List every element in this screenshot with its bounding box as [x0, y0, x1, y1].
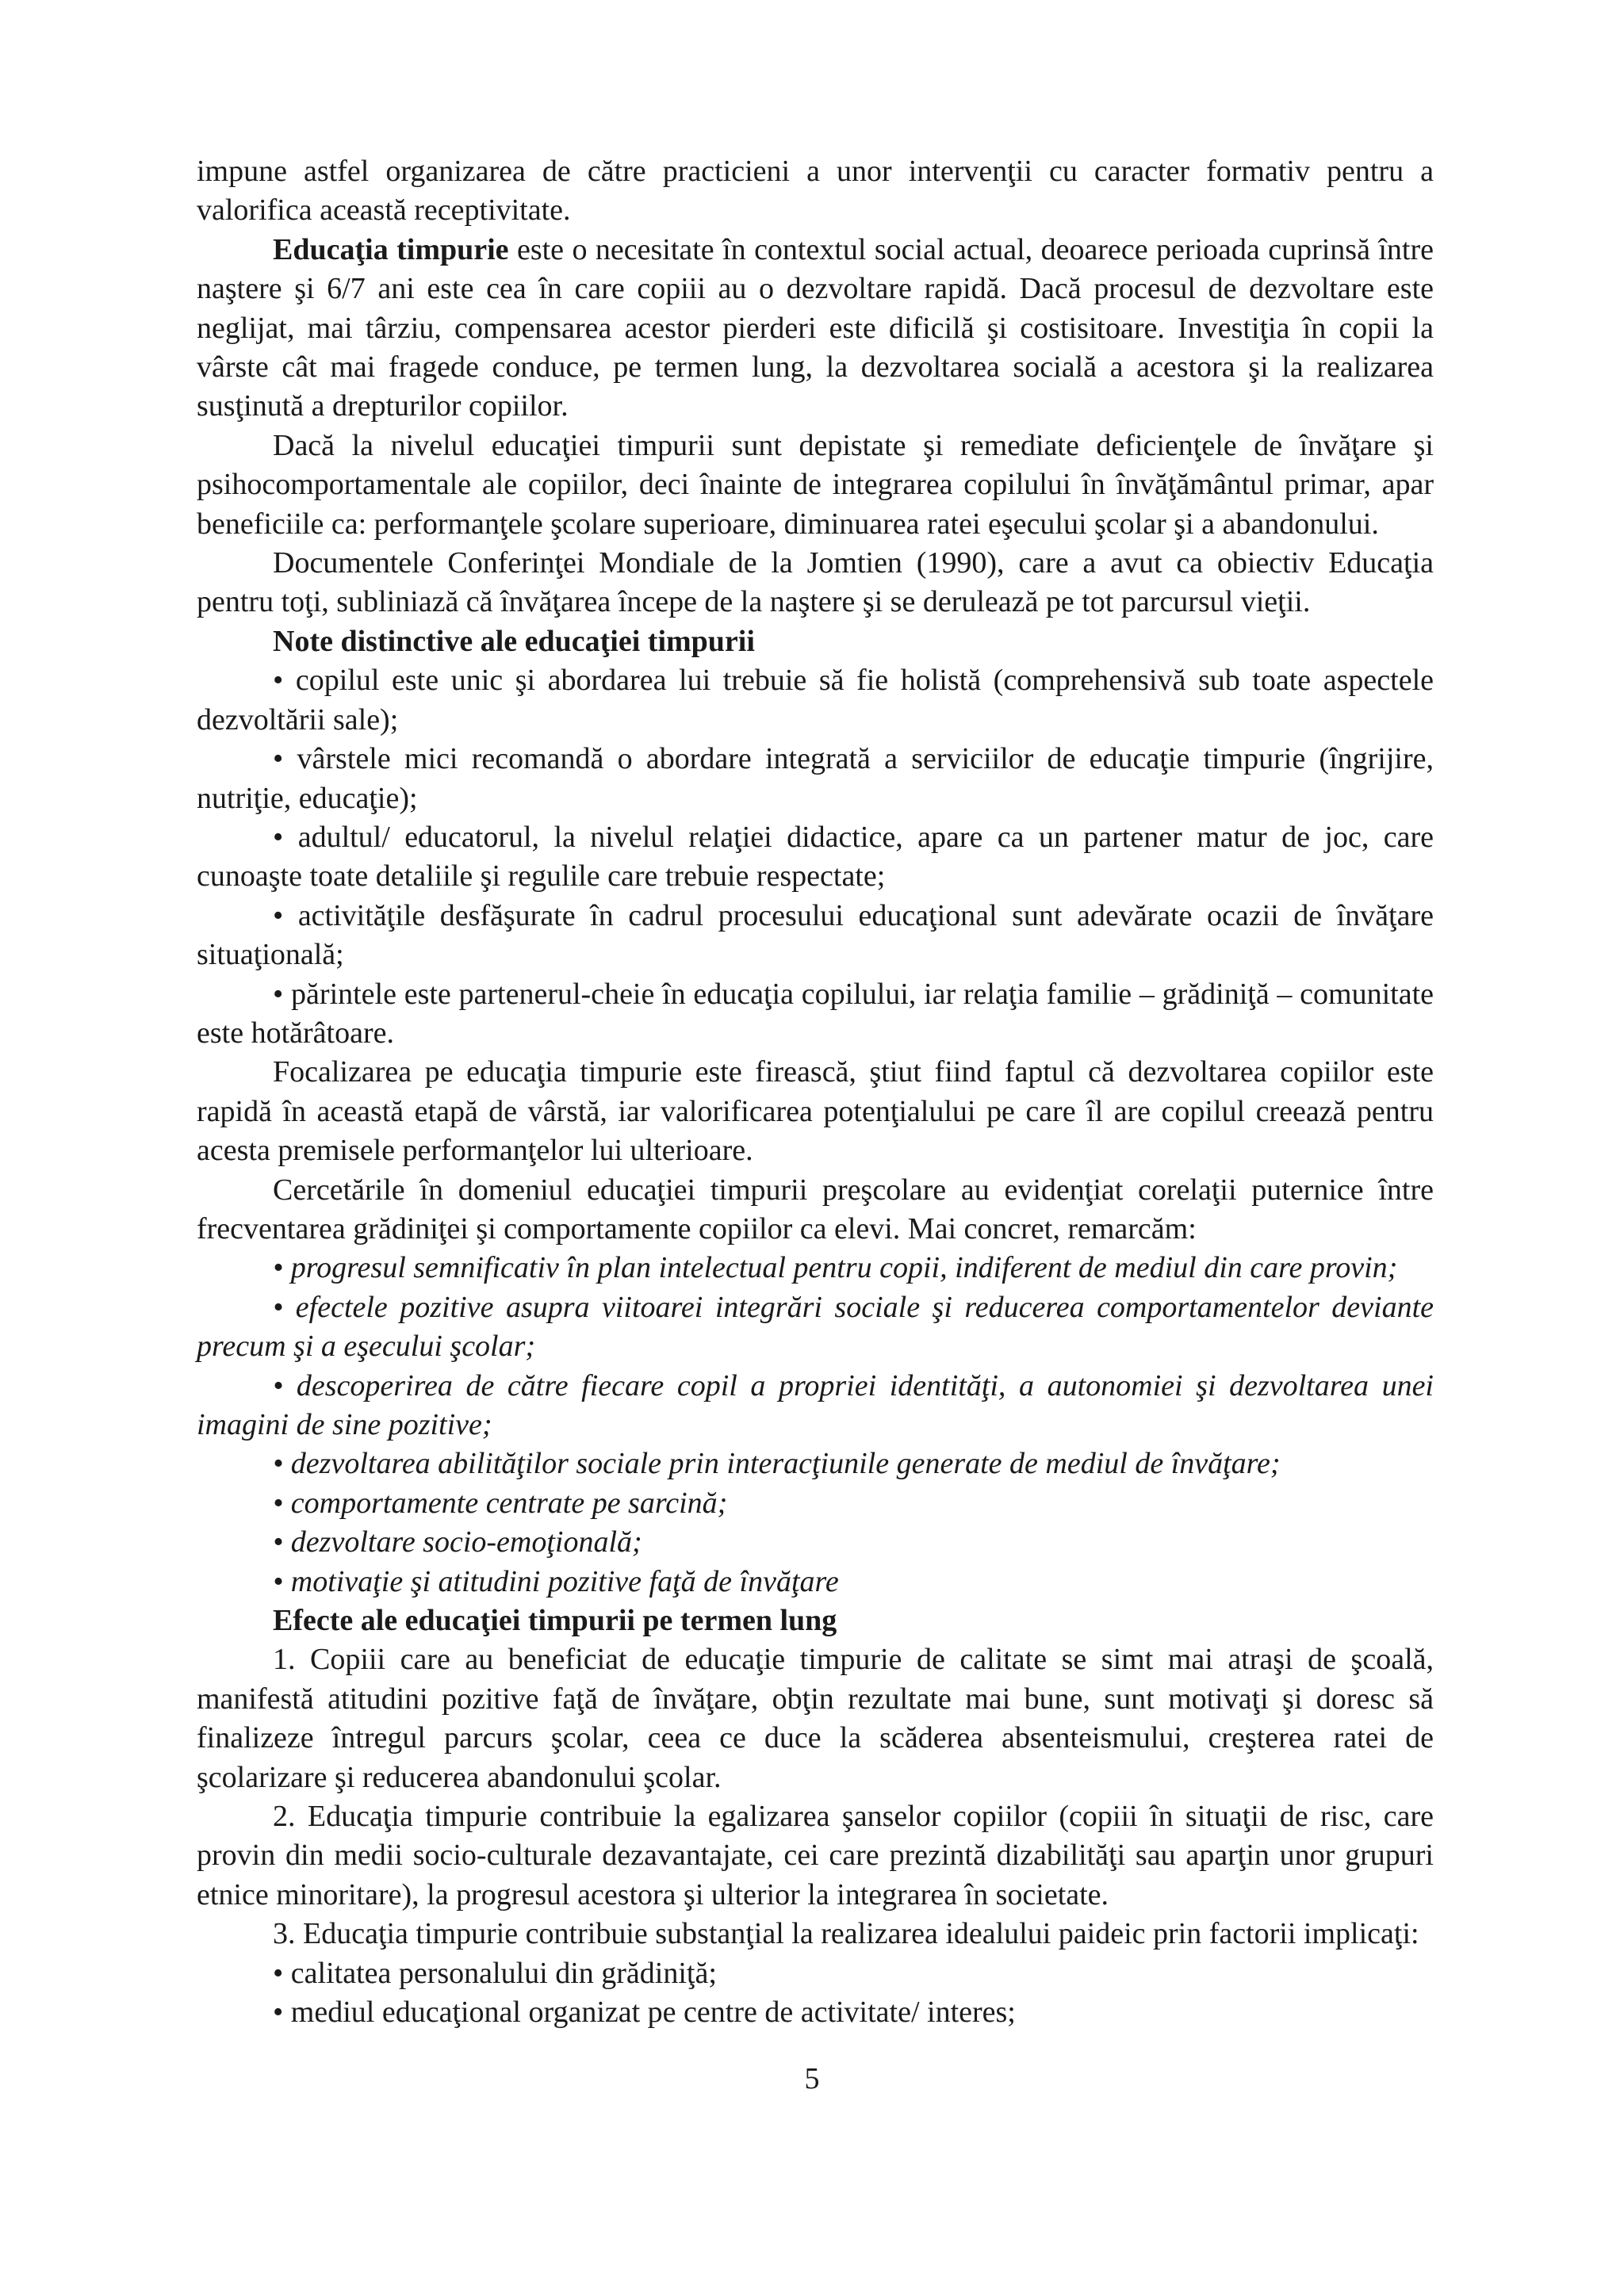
numbered-item: 2. Educaţia timpurie contribuie la egalizarea şanselor copiilor (copiii în situaţii de risc, care provin din medii socio-culturale dezavantajate, cei care prezintă dizabilităţi sau aparţin unor grupuri etnice minoritare), la progresul acestora şi ulterior la integrarea în societate. — [197, 1800, 1434, 1911]
document-page — [197, 152, 1434, 2033]
heading-distinctive-notes: Note distinctive ale educaţiei timpurii — [273, 624, 755, 658]
paragraph-deficiencies: Dacă la nivelul educaţiei timpurii sunt depistate şi remediate deficienţele de învăţare şi psihocomportamentale ale copiilor, deci înainte de integrarea copilului în învăţământul primar, apar beneficiile ca: performanţele şcolare superioare, diminuarea ratei eşecului şcolar şi a abandonului. — [197, 428, 1434, 541]
list-item: • calitatea personalului din grădiniţă; — [273, 1956, 717, 1990]
paragraph-early-education — [197, 231, 1434, 427]
numbered-item: 3. Educaţia timpurie contribuie substanţial la realizarea idealului paideic prin factorii implicaţi: — [273, 1917, 1419, 1951]
list-item: • comportamente centrate pe sarcină; — [273, 1486, 728, 1520]
page-number: 5 — [804, 2062, 820, 2095]
list-item: • părintele este partenerul-cheie în educaţia copilului, iar relaţia familie – grădiniţă – comunitate este hotărâtoare. — [197, 977, 1434, 1050]
paragraph-research: Cercetările în domeniul educaţiei timpurii preşcolare au evidenţiat corelaţii puternice între frecventarea grădiniţei şi comportamente copiilor ca elevi. Mai concret, remarcăm: — [197, 1173, 1434, 1246]
list-item: • progresul semnificativ în plan intelectual pentru copii, indiferent de mediul din care provin; — [273, 1251, 1398, 1285]
heading-long-term-effects: Efecte ale educaţiei timpurii pe termen lung — [273, 1604, 837, 1638]
list-item: • dezvoltare socio-emoţională; — [273, 1525, 642, 1559]
list-item: • copilul este unic şi abordarea lui trebuie să fie holistă (comprehensivă sub toate aspectele dezvoltării sale); — [197, 664, 1434, 737]
list-item: • vârstele mici recomandă o abordare integrată a serviciilor de educaţie timpurie (îngrijire, nutriţie, educaţie); — [197, 742, 1434, 815]
list-item: • activităţile desfăşurate în cadrul procesului educaţional sunt adevărate ocazii de învăţare situaţională; — [197, 898, 1434, 972]
paragraph-jomtien: Documentele Conferinţei Mondiale de la Jomtien (1990), care a avut ca obiectiv Educaţia pentru toţi, subliniază că învăţarea începe de la naştere şi se derulează pe tot parcursul vieţii. — [197, 546, 1434, 619]
list-item: • efectele pozitive asupra viitoarei integrări sociale şi reducerea comportamentelor deviante precum şi a eşecului şcolar; — [197, 1290, 1434, 1364]
term-early-education: Educaţia timpurie — [273, 232, 509, 266]
list-item: • motivaţie şi atitudini pozitive faţă de învăţare — [273, 1564, 839, 1598]
list-item: • adultul/ educatorul, la nivelul relaţiei didactice, apare ca un partener matur de joc, care cunoaşte toate detaliile şi regulile care trebuie respectate; — [197, 820, 1434, 894]
paragraph-early-education-text: este o necesitate în contextul social actual, deoarece perioada cuprinsă între naştere şi 6/7 ani este cea în care copiii au o dezvoltare rapidă. Dacă procesul de dezvoltare este neglijat, mai târziu, compensarea acestor pierderi este dificilă şi costisitoare. Investiţia în copii la vârste cât mai fragede conduce, pe termen lung, la dezvoltarea socială a acestora şi la realizarea susţinută a drepturilor copiilor. — [197, 232, 1434, 423]
list-item: • descoperirea de către fiecare copil a propriei identităţi, a autonomiei şi dezvoltarea unei imagini de sine pozitive; — [197, 1368, 1434, 1441]
paragraph-receptivity: impune astfel organizarea de către practicieni a unor intervenţii cu caracter formativ pentru a valorifica această receptivitate. — [197, 155, 1434, 228]
numbered-item: 1. Copiii care au beneficiat de educaţie timpurie de calitate se simt mai atraşi de şcoală, manifestă atitudini pozitive faţă de învăţare, obţin rezultate mai bune, sunt motivaţi şi doresc să finalizeze întregul parcurs şcolar, ceea ce duce la scăderea absenteismului, creşterea ratei de şcolarizare şi reducerea abandonului şcolar. — [197, 1643, 1434, 1794]
list-item: • dezvoltarea abilităţilor sociale prin interacţiunile generate de mediul de învăţare; — [273, 1447, 1281, 1481]
paragraph-focus: Focalizarea pe educaţia timpurie este firească, ştiut fiind faptul că dezvoltarea copiilor este rapidă în această etapă de vârstă, iar valorificarea potenţialului pe care îl are copilul creează pentru acesta premisele performanţelor lui ulterioare. — [197, 1055, 1434, 1168]
list-item: • mediul educaţional organizat pe centre de activitate/ interes; — [273, 1996, 1016, 2030]
